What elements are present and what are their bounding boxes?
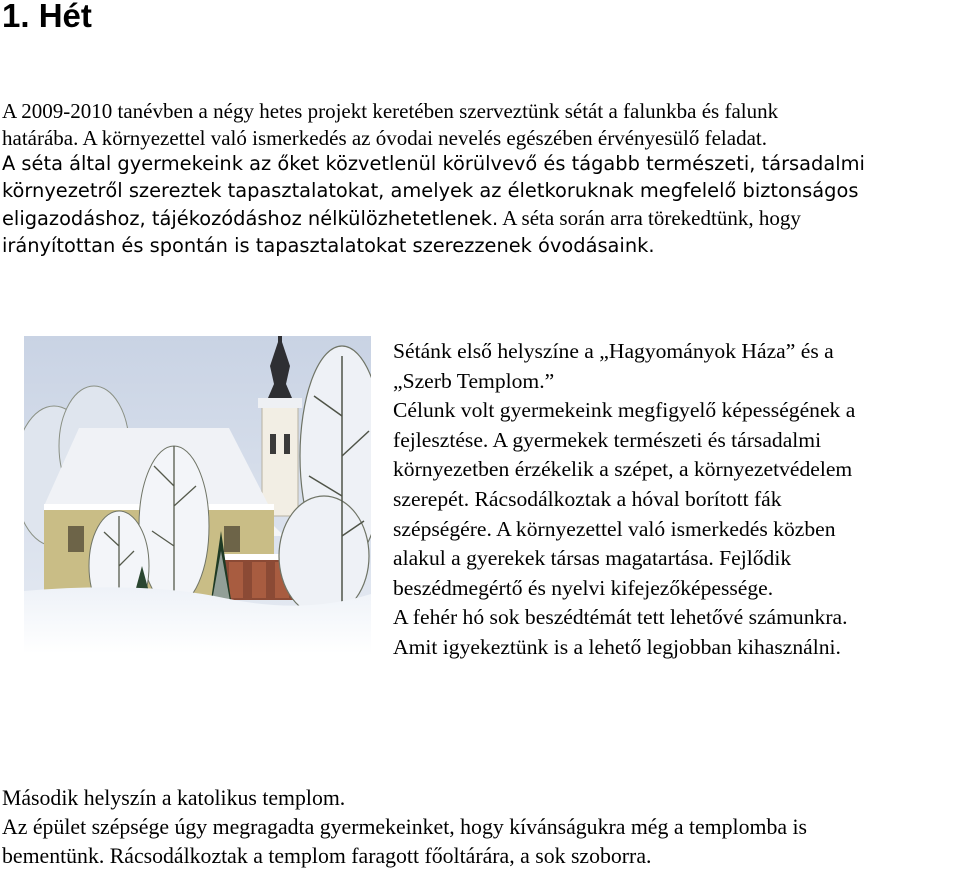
bottom-paragraph (2, 784, 960, 871)
side-line: „Szerb Templom.” (393, 368, 555, 393)
intro-line: A séta által gyermekeink az őket közvetlenül körülvevő és tágabb természeti, társadalmi (2, 152, 865, 176)
side-line: környezetben érzékelik a szépet, a környezetvédelem (393, 457, 853, 482)
side-line: Célunk volt gyermekeink megfigyelő képességének a (393, 398, 856, 423)
side-paragraph (393, 337, 960, 663)
side-line: Sétánk első helyszíne a „Hagyományok Háza” és a (393, 339, 834, 363)
side-line: fejlesztése. A gyermekek természeti és társadalmi (393, 427, 822, 452)
snowy-church-photo (24, 336, 371, 654)
side-line: alakul a gyerekek társas magatartása. Fejlődik (393, 546, 792, 571)
intro-paragraph (2, 98, 960, 259)
side-line: A fehér hó sok beszédtémát tett lehetővé számunkra. (393, 605, 848, 630)
side-line: Amit igyekeztünk is a lehető legjobban kihasználni. (393, 634, 841, 659)
intro-line: A 2009-2010 tanévben a négy hetes projekt keretében szerveztünk sétát a falunkba és falunk (2, 99, 779, 123)
intro-line: környezetről szereztek tapasztalatokat, amelyek az életkoruknak megfelelő biztonságos (2, 179, 859, 203)
intro-line (2, 205, 960, 233)
intro-line: határába. A környezettel való ismerkedés az óvodai nevelés egészében érvényesülő feladat. (2, 125, 767, 150)
side-line: beszédmegértő és nyelvi kifejezőképessége. (393, 575, 774, 600)
bottom-line: bementünk. Rácsodálkoztak a templom faragott főoltárára, a sok szoborra. (2, 844, 652, 868)
intro-line-part: eligazodáshoz, tájékozódáshoz nélkülözhetetlenek. (2, 206, 499, 230)
side-line: szerepét. Rácsodálkoztak a hóval borított fák (393, 486, 782, 511)
bottom-line: Második helyszín a katolikus templom. (2, 786, 346, 810)
intro-line: irányítottan és spontán is tapasztalatokat szerezzenek óvodásaink. (2, 233, 655, 257)
bottom-line: Az épület szépsége úgy megragadta gyermekeinket, hogy kívánságukra még a templomba is (2, 815, 808, 839)
intro-line-part: A séta során arra törekedtünk, hogy (498, 205, 801, 230)
side-line: szépségére. A környezettel való ismerkedés közben (393, 516, 836, 541)
page-title: 1. Hét (2, 0, 92, 34)
